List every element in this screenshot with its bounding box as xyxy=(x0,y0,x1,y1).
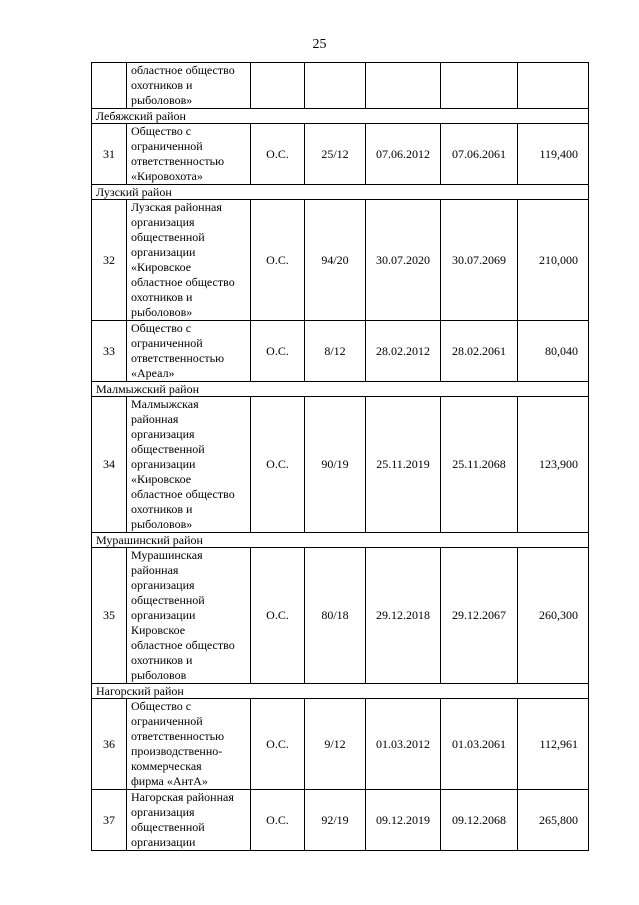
cell-start-date: 01.03.2012 xyxy=(366,699,441,790)
cell-area: 123,900 xyxy=(518,397,589,533)
cell-end-date: 30.07.2069 xyxy=(441,200,518,321)
district-row xyxy=(92,382,589,397)
cell-area: 210,000 xyxy=(518,200,589,321)
cell-start-date: 28.02.2012 xyxy=(366,321,441,382)
cell-area: 265,800 xyxy=(518,790,589,851)
cell-registration: 90/19 xyxy=(305,397,366,533)
cell-start-date: 30.07.2020 xyxy=(366,200,441,321)
district-row xyxy=(92,533,589,548)
cell-number: 33 xyxy=(92,321,127,382)
cell-registration: 94/20 xyxy=(305,200,366,321)
district-name: Малмыжский район xyxy=(92,382,589,397)
cell-organization: Лузская районная организация общественной организации «Кировское областное общество охотников и рыболовов» xyxy=(127,200,251,321)
cell-registration: 25/12 xyxy=(305,124,366,185)
cell-end-date: 01.03.2061 xyxy=(441,699,518,790)
cell-start-date: 07.06.2012 xyxy=(366,124,441,185)
cell-registration xyxy=(305,63,366,109)
table-row xyxy=(92,790,589,851)
table-row xyxy=(92,321,589,382)
table-row xyxy=(92,200,589,321)
cell-area: 112,961 xyxy=(518,699,589,790)
cell-end-date: 07.06.2061 xyxy=(441,124,518,185)
cell-registration: 8/12 xyxy=(305,321,366,382)
cell-type: О.С. xyxy=(251,200,305,321)
district-row xyxy=(92,684,589,699)
cell-area: 119,400 xyxy=(518,124,589,185)
page-number: 25 xyxy=(312,37,327,52)
cell-number: 36 xyxy=(92,699,127,790)
cell-organization: Общество с ограниченной ответственностью «Кировохота» xyxy=(127,124,251,185)
cell-registration: 80/18 xyxy=(305,548,366,684)
cell-organization: Мурашинская районная организация общественной организации Кировское областное общество охотников и рыболовов xyxy=(127,548,251,684)
table-body xyxy=(92,63,589,851)
cell-registration: 9/12 xyxy=(305,699,366,790)
cell-type: О.С. xyxy=(251,321,305,382)
cell-end-date xyxy=(441,63,518,109)
cell-organization: Малмыжская районная организация общественной организации «Кировское областное общество охотников и рыболовов» xyxy=(127,397,251,533)
cell-organization: областное общество охотников и рыболовов» xyxy=(127,63,251,109)
district-row xyxy=(92,185,589,200)
cell-type: О.С. xyxy=(251,699,305,790)
cell-type: О.С. xyxy=(251,548,305,684)
cell-number: 37 xyxy=(92,790,127,851)
cell-number: 35 xyxy=(92,548,127,684)
cell-area xyxy=(518,63,589,109)
district-name: Лузский район xyxy=(92,185,589,200)
cell-type: О.С. xyxy=(251,124,305,185)
table-row xyxy=(92,124,589,185)
cell-start-date: 25.11.2019 xyxy=(366,397,441,533)
cell-number: 34 xyxy=(92,397,127,533)
table-row xyxy=(92,699,589,790)
cell-number: 32 xyxy=(92,200,127,321)
cell-organization: Общество с ограниченной ответственностью «Ареал» xyxy=(127,321,251,382)
district-name: Мурашинский район xyxy=(92,533,589,548)
cell-registration: 92/19 xyxy=(305,790,366,851)
cell-area: 260,300 xyxy=(518,548,589,684)
cell-type xyxy=(251,63,305,109)
district-name: Лебяжский район xyxy=(92,109,589,124)
continuation-row xyxy=(92,63,589,109)
cell-type: О.С. xyxy=(251,790,305,851)
cell-end-date: 09.12.2068 xyxy=(441,790,518,851)
cell-end-date: 29.12.2067 xyxy=(441,548,518,684)
table-row xyxy=(92,548,589,684)
table-row xyxy=(92,397,589,533)
cell-start-date: 09.12.2019 xyxy=(366,790,441,851)
cell-start-date xyxy=(366,63,441,109)
hunting-grounds-table xyxy=(91,62,589,851)
cell-number: 31 xyxy=(92,124,127,185)
cell-organization: Нагорская районная организация общественной организации xyxy=(127,790,251,851)
cell-end-date: 25.11.2068 xyxy=(441,397,518,533)
district-name: Нагорский район xyxy=(92,684,589,699)
cell-type: О.С. xyxy=(251,397,305,533)
cell-area: 80,040 xyxy=(518,321,589,382)
cell-start-date: 29.12.2018 xyxy=(366,548,441,684)
cell-number xyxy=(92,63,127,109)
cell-end-date: 28.02.2061 xyxy=(441,321,518,382)
district-row xyxy=(92,109,589,124)
cell-organization: Общество с ограниченной ответственностью производственно- коммерческая фирма «АнтА» xyxy=(127,699,251,790)
